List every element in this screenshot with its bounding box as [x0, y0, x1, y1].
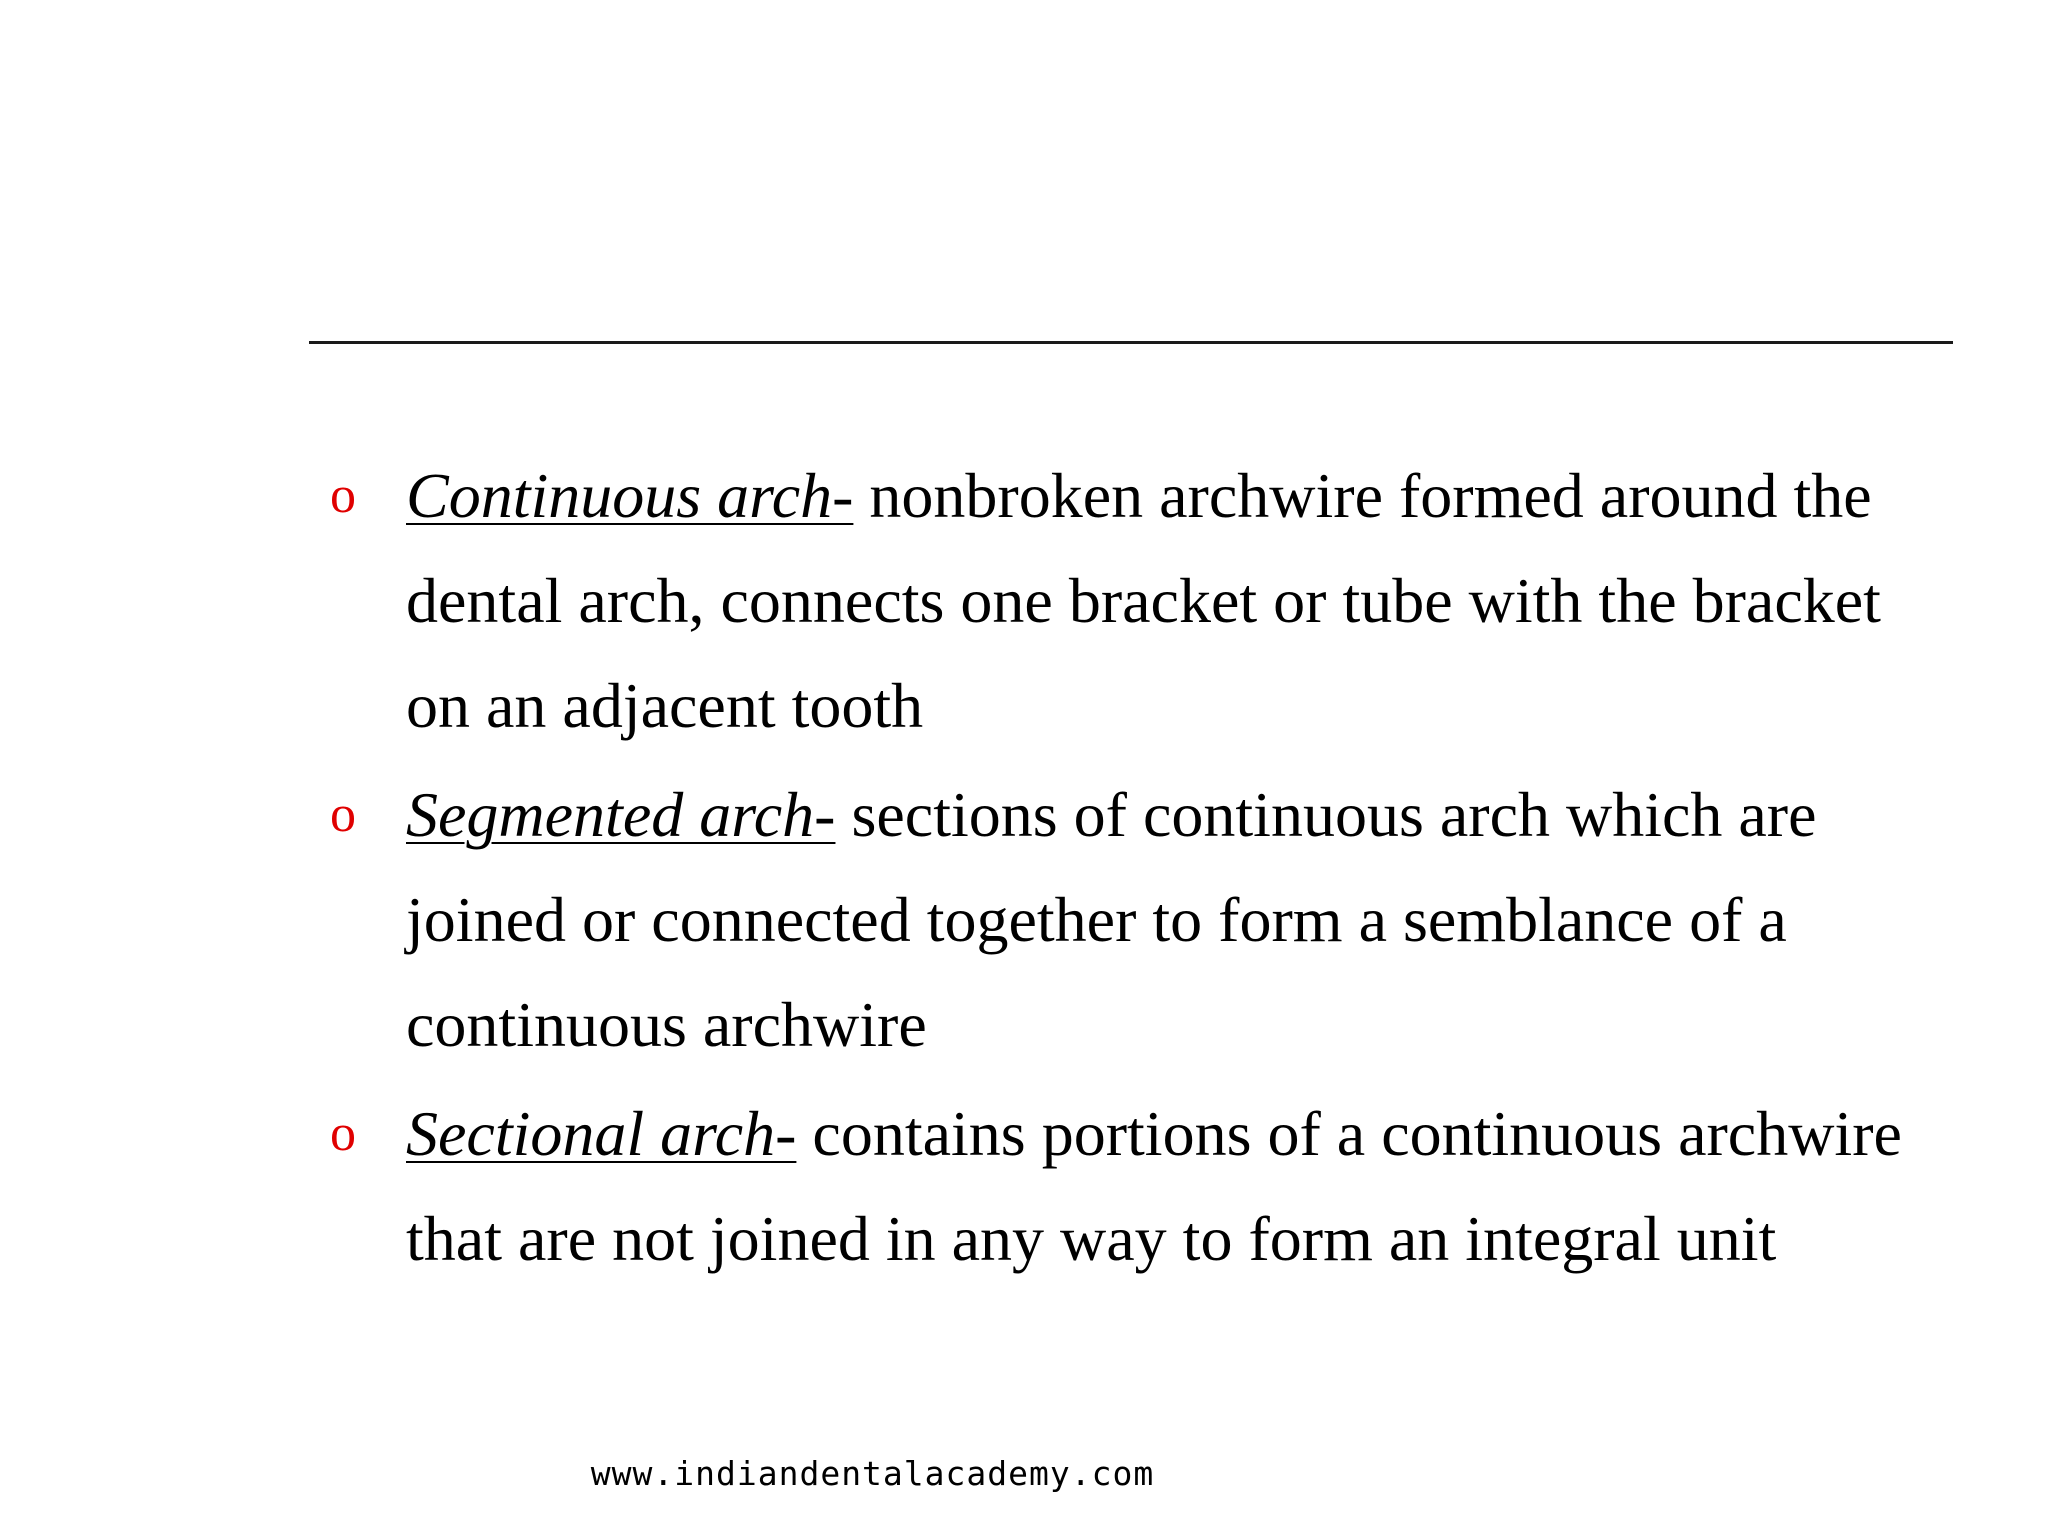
- definition-continuous-arch: nonbroken archwire formed around the dental arch, connects one bracket or tube with the bracket on an adjacent tooth: [406, 460, 1881, 741]
- bullet-marker-icon: o: [330, 467, 356, 524]
- footer-url: www.indiandentalacademy.com: [590, 1454, 1155, 1493]
- term-segmented-arch: Segmented arch-: [406, 779, 836, 850]
- bullet-marker-icon: o: [330, 1105, 356, 1162]
- definition-segmented-arch: sections of continuous arch which are joined or connected together to form a semblance of a continuous archwire: [406, 779, 1817, 1060]
- title-divider-line: [309, 341, 1953, 344]
- bullet-marker-icon: o: [330, 786, 356, 843]
- bullet-sectional-arch: [330, 1081, 1930, 1291]
- bullet-continuous-arch: [330, 443, 1930, 758]
- definition-sectional-arch: contains portions of a continuous archwire that are not joined in any way to form an integral unit: [406, 1098, 1902, 1274]
- term-continuous-arch: Continuous arch-: [406, 460, 854, 531]
- bullet-segmented-arch: [330, 762, 1930, 1077]
- term-sectional-arch: Sectional arch-: [406, 1098, 797, 1169]
- bullet-list: [330, 443, 1930, 1295]
